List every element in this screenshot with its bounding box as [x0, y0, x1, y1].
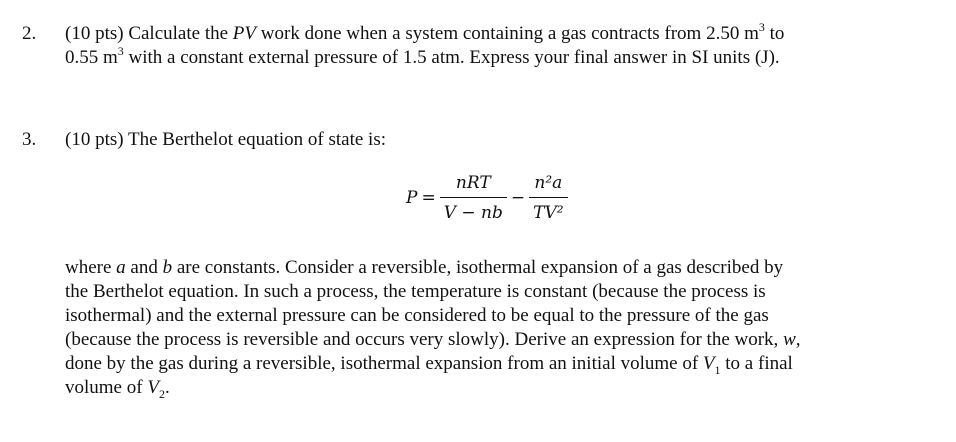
problem-3-intro: (10 pts) The Berthelot equation of state is:: [65, 129, 386, 150]
fraction-1-denominator: V − nb: [440, 197, 507, 225]
problem-3-number: 3.: [22, 129, 37, 150]
paragraph-text: to a final: [720, 353, 793, 374]
paragraph-text: volume of: [65, 377, 148, 398]
paragraph-line-5: [65, 352, 945, 376]
problem-2-text: 0.55 m: [65, 47, 118, 68]
paragraph-line-4: [65, 328, 945, 352]
paragraph-text: ,: [795, 329, 801, 350]
equation-equals: =: [421, 188, 436, 208]
fraction-1-numerator: nRT: [455, 173, 491, 193]
paragraph-line-6: [65, 376, 945, 400]
variable-v2: V: [147, 377, 159, 398]
problem-2-text: with a constant external pressure of 1.5 atm. Express your final answer in SI units (J).: [123, 47, 780, 68]
subscript-1: 1: [714, 362, 721, 377]
paragraph-text: and: [125, 257, 163, 278]
subscript-2: 2: [158, 386, 165, 401]
problem-2-number: 2.: [22, 23, 37, 44]
fraction-2-numerator: n²a: [534, 173, 563, 193]
problem-2-text: Calculate the: [123, 23, 233, 44]
problem-2-text: to: [764, 23, 785, 44]
paragraph-line-2: the Berthelot equation. In such a process, the temperature is constant (because the process is: [65, 281, 766, 302]
paragraph-line-1: [65, 256, 945, 280]
paragraph-line-3: isothermal) and the external pressure can be considered to be equal to the pressure of the gas: [65, 305, 769, 326]
problem-2: [22, 19, 932, 70]
cubic-exponent: 3: [117, 43, 124, 58]
fraction-2-denominator: TV²: [529, 197, 567, 225]
variable-v1: V: [702, 353, 715, 374]
pv-variable: PV: [232, 23, 257, 44]
problem-2-line-1: [65, 19, 932, 46]
problem-2-body: [65, 19, 932, 70]
variable-b: b: [162, 257, 173, 278]
equation-minus: −: [510, 188, 526, 208]
problem-2-points: (10 pts): [65, 23, 124, 44]
problem-3-paragraph: [65, 256, 945, 400]
variable-w: w: [783, 329, 796, 350]
problem-2-line-2: [65, 43, 932, 70]
cubic-exponent: 3: [758, 19, 765, 34]
problem-3: [22, 128, 932, 152]
berthelot-equation: [406, 171, 570, 225]
paragraph-text: (because the process is reversible and occurs very slowly). Derive an expression for the work,: [65, 329, 784, 350]
fraction-2: [529, 171, 567, 225]
paragraph-text: are constants. Consider a reversible, isothermal expansion of a gas described by: [172, 257, 784, 278]
paragraph-text: .: [164, 377, 170, 398]
paragraph-text: where: [65, 257, 117, 278]
variable-a: a: [116, 257, 126, 278]
equation-lhs: P: [406, 188, 418, 208]
paragraph-text: done by the gas during a reversible, isothermal expansion from an initial volume of: [65, 353, 703, 374]
problem-3-intro-wrap: [65, 128, 932, 152]
problem-2-text: work done when a system containing a gas contracts from 2.50 m: [256, 23, 759, 44]
fraction-1: [440, 171, 507, 225]
